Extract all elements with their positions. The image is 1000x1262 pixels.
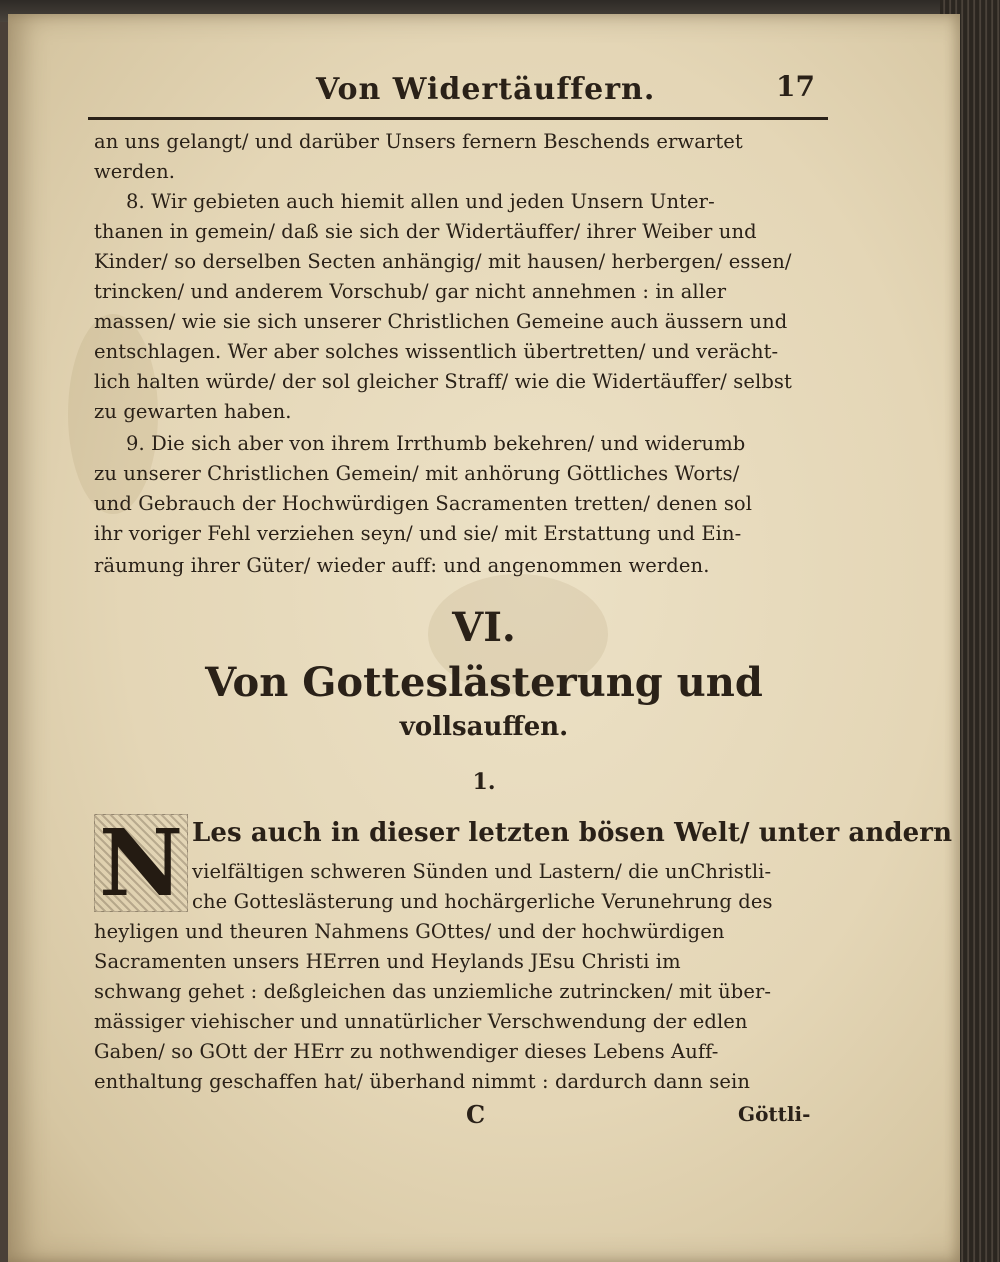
text-line: lich halten würde/ der sol gleicher Straff/ wie die Widertäuffer/ selbst <box>94 370 792 393</box>
text-line: zu unserer Christlichen Gemein/ mit anhörung Göttliches Worts/ <box>94 462 740 485</box>
signature-mark: C <box>466 1100 486 1129</box>
running-title: Von Widertäuffern. <box>316 72 656 107</box>
text-line: che Gotteslästerung und hochärgerliche Verunehrung des <box>192 890 773 913</box>
section-title: Von Gotteslästerung und <box>205 659 763 706</box>
text-line: massen/ wie sie sich unserer Christlichen Gemeine auch äussern und <box>94 310 788 333</box>
text-line: und Gebrauch der Hochwürdigen Sacramenten tretten/ denen sol <box>94 492 753 515</box>
text-line: Gaben/ so GOtt der HErr zu nothwendiger dieses Lebens Auff- <box>94 1040 719 1063</box>
text-line: thanen in gemein/ daß sie sich der Widertäuffer/ ihrer Weiber und <box>94 220 757 243</box>
text-line: heyligen und theuren Nahmens GOttes/ und der hochwürdigen <box>94 920 725 943</box>
text-line: schwang gehet : deßgleichen das unziemliche zutrincken/ mit über- <box>94 980 772 1003</box>
text-line: vielfältigen schweren Sünden und Lastern/ die unChristli- <box>192 860 772 883</box>
paragraph-number: 1. <box>472 769 496 795</box>
text-line: ihr voriger Fehl verziehen seyn/ und sie/ mit Erstattung und Ein- <box>94 522 742 545</box>
catchword: Göttli- <box>738 1102 811 1126</box>
book-page <box>8 14 960 1262</box>
decorated-initial <box>94 809 188 917</box>
text-line: 9. Die sich aber von ihrem Irrthumb bekehren/ und widerumb <box>126 432 746 455</box>
text-line: entschlagen. Wer aber solches wissentlich übertretten/ und verächt- <box>94 340 779 363</box>
text-line: mässiger viehischer und unnatürlicher Verschwendung der edlen <box>94 1010 748 1033</box>
section-subtitle: vollsauffen. <box>399 712 569 742</box>
text-line: Sacramenten unsers HErren und Heylands JEsu Christi im <box>94 950 681 973</box>
page-number: 17 <box>776 70 815 103</box>
running-head <box>86 66 826 116</box>
text-line: enthaltung geschaffen hat/ überhand nimmt : dardurch dann sein <box>94 1070 750 1093</box>
text-line: 8. Wir gebieten auch hiemit allen und jeden Unsern Unter- <box>126 190 715 213</box>
text-line: werden. <box>94 160 176 183</box>
text-line: Les auch in dieser letzten bösen Welt/ unter andern <box>192 818 953 848</box>
text-line: trincken/ und anderem Vorschub/ gar nicht annehmen : in aller <box>94 280 727 303</box>
text-line: an uns gelangt/ und darüber Unsers fernern Beschends erwartet <box>94 130 743 153</box>
initial-letter: N <box>98 809 184 917</box>
header-rule <box>88 117 828 120</box>
section-roman-numeral: VI. <box>452 604 516 651</box>
text-line: räumung ihrer Güter/ wieder auff: und angenommen werden. <box>94 554 710 577</box>
text-line: Kinder/ so derselben Secten anhängig/ mit hausen/ herbergen/ essen/ <box>94 250 792 273</box>
text-line: zu gewarten haben. <box>94 400 292 423</box>
